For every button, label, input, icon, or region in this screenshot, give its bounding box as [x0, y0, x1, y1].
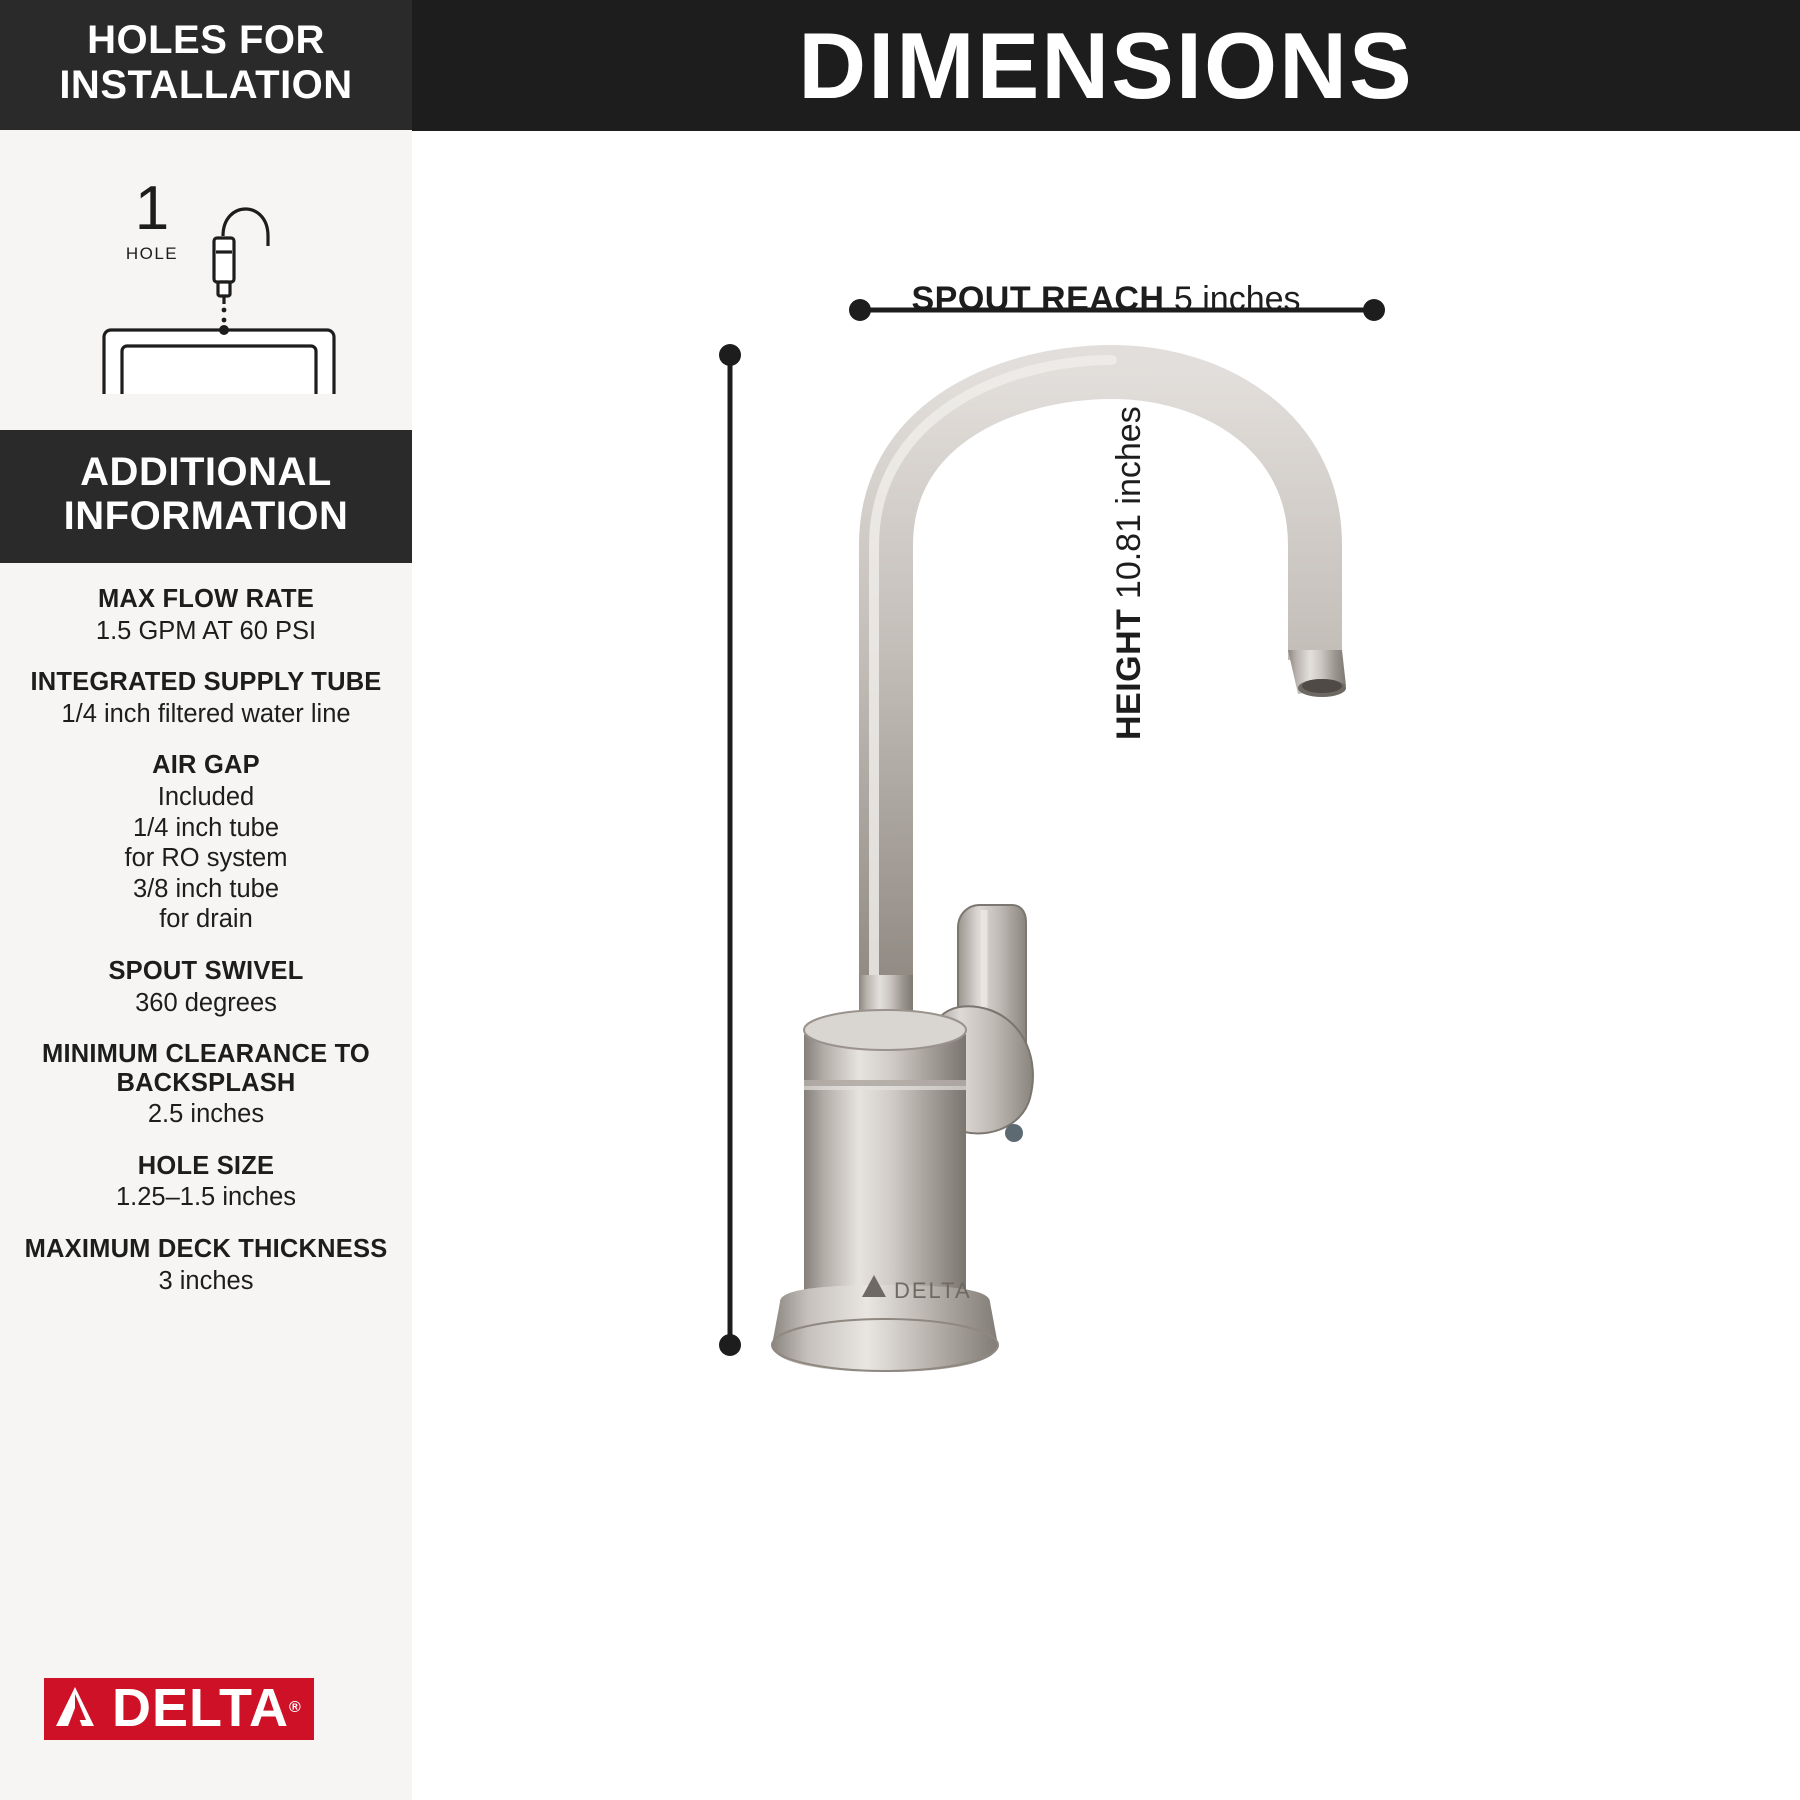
registered-mark: ®	[288, 1699, 302, 1716]
page-title: DIMENSIONS	[798, 12, 1414, 118]
holes-installation-graphic	[0, 130, 412, 430]
info-title: AIR GAP	[152, 751, 260, 780]
info-title: MAXIMUM DECK THICKNESS	[24, 1234, 388, 1263]
delta-wordmark-text: DELTA	[112, 1678, 289, 1738]
info-item	[24, 585, 388, 646]
delta-wordmark	[106, 1678, 314, 1740]
hole-count-number: 1	[134, 173, 170, 243]
info-title: HOLE SIZE	[137, 1151, 275, 1180]
info-value: 1/4 inch filtered water line	[61, 699, 351, 728]
spout-reach-dimension-line	[849, 299, 1385, 321]
info-item	[24, 668, 388, 729]
additional-information-list	[0, 563, 412, 1296]
spout-reach-value: 5 inches	[1173, 280, 1301, 318]
info-item	[24, 751, 388, 935]
info-item	[24, 1040, 388, 1130]
info-item	[24, 957, 388, 1018]
additional-information-header: ADDITIONAL INFORMATION	[0, 430, 412, 564]
height-value: 10.81 inches	[1110, 406, 1148, 600]
spout-reach-title: SPOUT REACH	[911, 280, 1165, 318]
height-dimension-line	[719, 344, 741, 1356]
sink-diagram-icon	[80, 154, 380, 394]
info-value: 360 degrees	[135, 988, 277, 1017]
info-title: MAX FLOW RATE	[97, 585, 314, 614]
height-title: HEIGHT	[1110, 608, 1148, 740]
info-item	[24, 1152, 388, 1213]
main-panel	[412, 0, 1800, 1800]
info-item	[24, 1235, 388, 1296]
info-value: 1.5 GPM AT 60 PSI	[95, 616, 317, 645]
info-title: INTEGRATED SUPPLY TUBE	[30, 668, 382, 697]
hole-count-label: HOLE	[125, 243, 179, 263]
info-value: 3 inches	[158, 1266, 254, 1295]
holes-for-installation-header: HOLES FOR INSTALLATION	[0, 0, 412, 130]
info-title: MINIMUM CLEARANCE TO BACKSPLASH	[42, 1040, 370, 1097]
faucet-illustration	[412, 0, 1800, 1800]
delta-triangle-icon	[44, 1678, 106, 1740]
info-value: 1.25–1.5 inches	[115, 1183, 297, 1212]
svg-text:DELTA: DELTA	[894, 1278, 972, 1303]
faucet-body-graphic	[772, 360, 1346, 1372]
info-value: 2.5 inches	[147, 1100, 265, 1129]
info-title: SPOUT SWIVEL	[108, 956, 304, 985]
info-value: Included 1/4 inch tube for RO system 3/8 inch tube for drain	[124, 783, 288, 934]
delta-triangle-glyph	[44, 1678, 106, 1740]
sidebar	[0, 0, 412, 1800]
delta-logo	[44, 1678, 314, 1740]
